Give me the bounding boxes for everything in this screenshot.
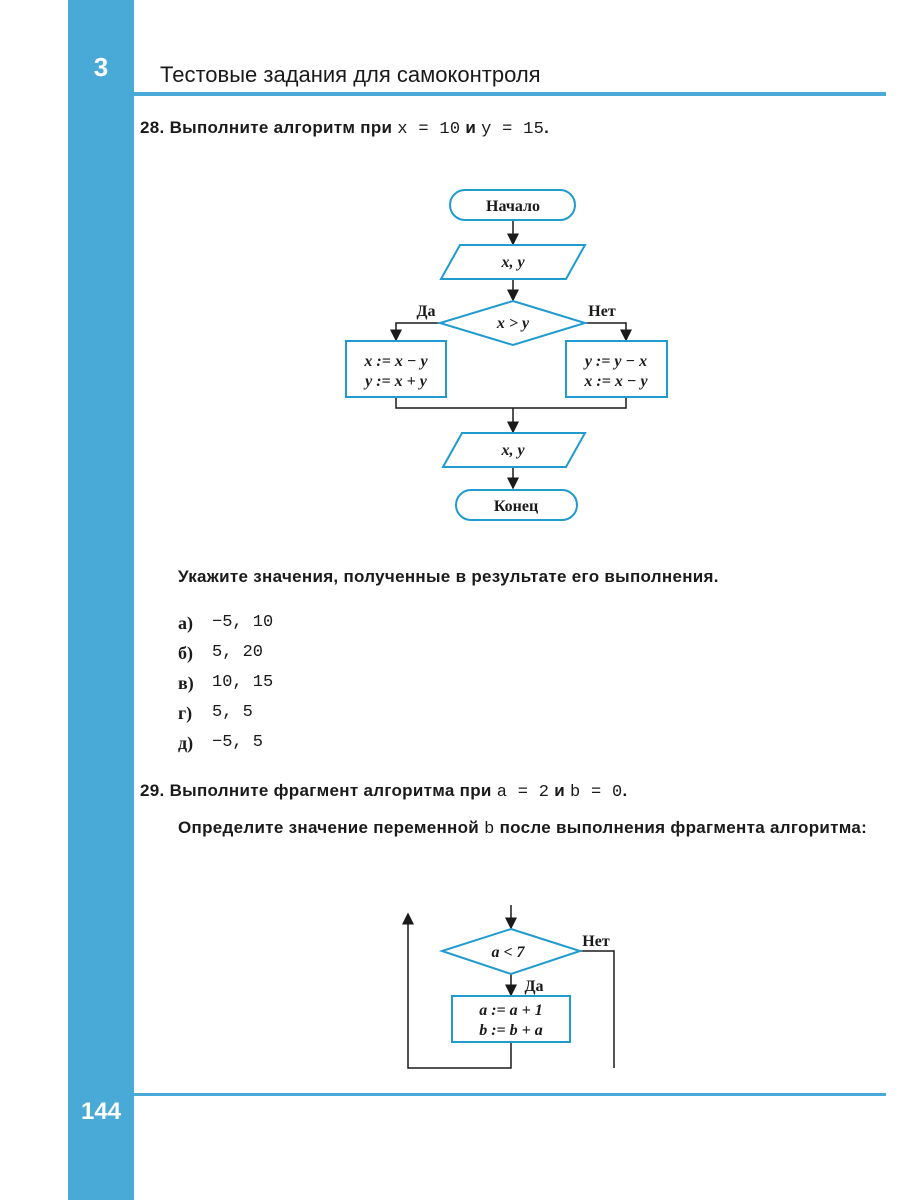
no-assign-1: y := y − x [584, 353, 648, 370]
end-label: Конец [493, 498, 539, 515]
output-label: x, y [501, 442, 525, 459]
task-29-question [178, 817, 884, 841]
loop-no-label: Нет [582, 933, 610, 950]
option-value: 5, 20 [212, 643, 264, 662]
input-label: x, y [501, 254, 525, 271]
loop-assign-2: b := b + a [479, 1022, 543, 1039]
footer-rule [134, 1093, 886, 1096]
option-value: 10, 15 [212, 673, 274, 692]
condition-b: b = 0 [570, 783, 623, 802]
conj: и [549, 781, 571, 800]
question-var: b [484, 820, 495, 839]
yes-label: Да [416, 303, 436, 320]
option-d [178, 733, 273, 763]
condition-y: y = 15 [481, 120, 545, 139]
period: . [622, 781, 628, 800]
task-29-statement [140, 781, 628, 802]
task-text: Выполните алгоритм при [169, 118, 398, 137]
option-value: −5, 5 [212, 733, 264, 752]
task-text: Выполните фрагмент алгоритма при [169, 781, 497, 800]
no-label: Нет [588, 303, 616, 320]
loop-assign-1: a := a + 1 [479, 1002, 543, 1019]
option-g [178, 703, 273, 733]
question-pre: Определите значение переменной [178, 818, 485, 837]
chapter-number: 3 [93, 52, 109, 82]
option-letter: б) [178, 643, 193, 663]
start-label: Начало [486, 198, 540, 215]
option-b [178, 643, 273, 673]
task-number: 28. [140, 118, 165, 137]
condition-a: a = 2 [496, 783, 550, 802]
answer-options [178, 613, 273, 763]
condition-x: x = 10 [397, 120, 461, 139]
option-v [178, 673, 273, 703]
loop-decision-label: a < 7 [491, 944, 525, 961]
yes-assign-2: y := x + y [365, 373, 427, 390]
option-a [178, 613, 273, 643]
page-number: 144 [80, 1098, 122, 1125]
yes-assign-1: x := x − y [364, 353, 428, 370]
period: . [544, 118, 550, 137]
loop-yes-label: Да [524, 978, 544, 995]
conj: и [460, 118, 482, 137]
option-letter: г) [178, 703, 193, 723]
option-value: 5, 5 [212, 703, 253, 722]
page-header-title: Тестовые задания для самоконтроля [160, 62, 541, 87]
task-28-question: Укажите значения, полученные в результате его выполнения. [178, 567, 719, 586]
option-letter: в) [178, 673, 194, 693]
decision-label: x > y [496, 315, 530, 332]
question-post: после выполнения фрагмента алгоритма: [494, 818, 868, 837]
option-value: −5, 10 [212, 613, 274, 632]
task-number: 29. [140, 781, 165, 800]
no-assign-2: x := x − y [584, 373, 648, 390]
option-letter: а) [178, 613, 193, 633]
option-letter: д) [178, 733, 194, 753]
